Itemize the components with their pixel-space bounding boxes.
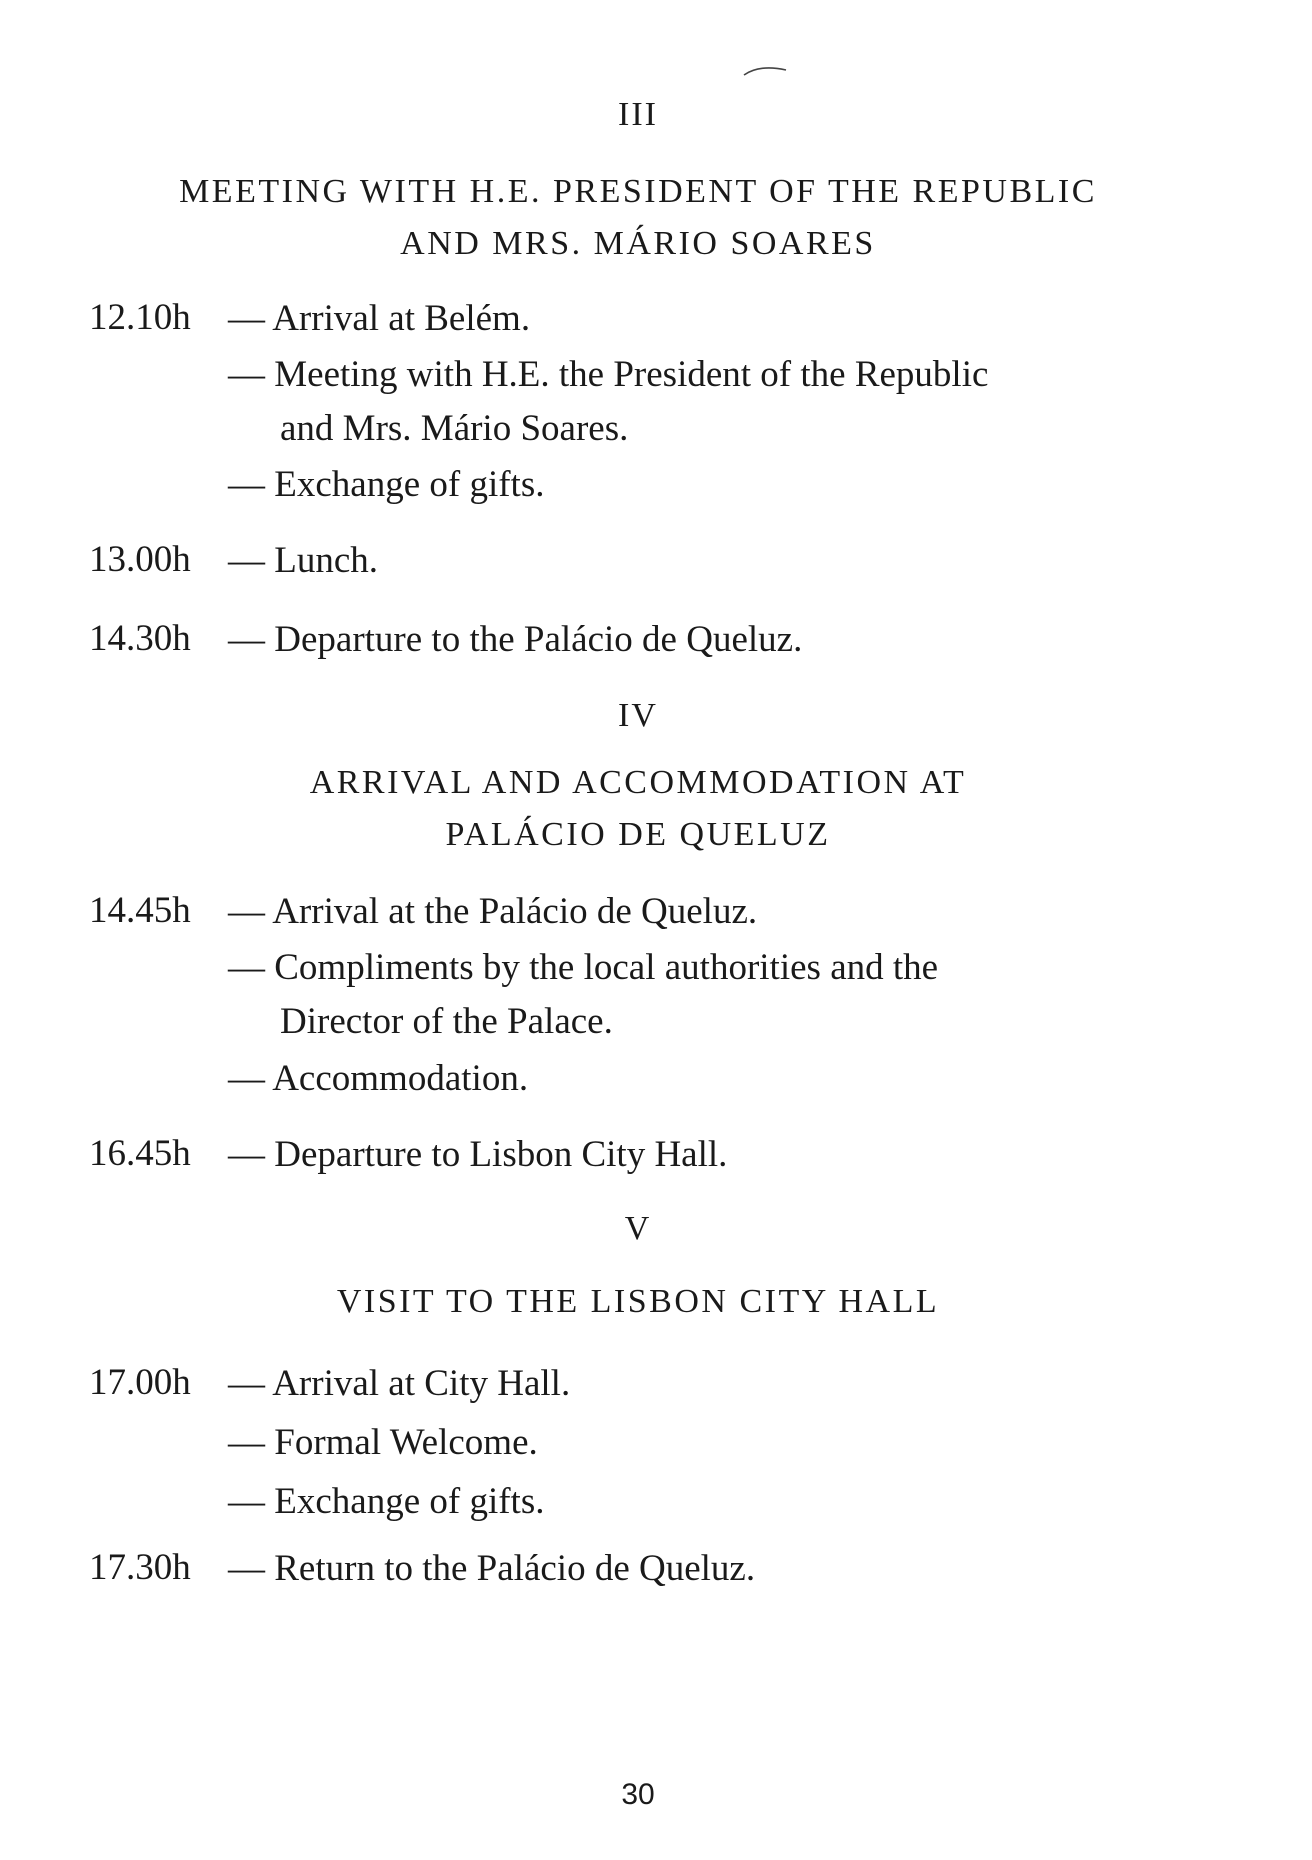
schedule-time: 14.45h [89, 890, 191, 931]
section-heading-line: PALÁCIO DE QUELUZ [445, 816, 831, 853]
schedule-entry: — Formal Welcome. [228, 1422, 538, 1463]
section-heading-line: AND MRS. MÁRIO SOARES [400, 225, 876, 262]
schedule-time: 17.00h [89, 1362, 191, 1403]
schedule-entry: — Departure to Lisbon City Hall. [228, 1134, 728, 1175]
section-heading-line: ARRIVAL AND ACCOMMODATION AT [309, 764, 967, 801]
section-numeral: III [618, 96, 658, 133]
schedule-entry: — Exchange of gifts. [228, 1481, 545, 1522]
schedule-entry-line: — Compliments by the local authorities and the [228, 947, 939, 988]
schedule-entry: — Return to the Palácio de Queluz. [228, 1548, 756, 1589]
section-heading-line: MEETING WITH H.E. PRESIDENT OF THE REPUBLIC [179, 173, 1097, 210]
section-numeral: IV [618, 697, 658, 734]
section-heading [0, 1276, 1276, 1328]
section-heading [0, 166, 1276, 270]
schedule-entry-continuation: Director of the Palace. [280, 1001, 613, 1042]
schedule-entry-continuation: and Mrs. Mário Soares. [280, 408, 629, 449]
schedule-entry [228, 348, 988, 456]
page-number: 30 [621, 1778, 655, 1811]
schedule-entry: — Lunch. [228, 540, 379, 581]
schedule-entry: — Arrival at the Palácio de Queluz. [228, 891, 758, 932]
schedule-time: 16.45h [89, 1133, 191, 1174]
schedule-entry: — Arrival at Belém. [228, 298, 531, 339]
schedule-entry-line: — Meeting with H.E. the President of the Republic [228, 354, 989, 395]
schedule-time: 17.30h [89, 1547, 191, 1588]
schedule-entry: — Arrival at City Hall. [228, 1363, 571, 1404]
schedule-time: 13.00h [89, 539, 191, 580]
schedule-entry: — Departure to the Palácio de Queluz. [228, 619, 803, 660]
schedule-entry [228, 941, 938, 1049]
section-heading [0, 757, 1276, 861]
section-numeral: V [624, 1210, 652, 1247]
section-heading-line: VISIT TO THE LISBON CITY HALL [336, 1283, 940, 1320]
schedule-entry: — Exchange of gifts. [228, 464, 545, 505]
schedule-entry: — Accommodation. [228, 1058, 529, 1099]
schedule-time: 12.10h [89, 297, 191, 338]
pen-mark [742, 64, 788, 78]
schedule-time: 14.30h [89, 618, 191, 659]
